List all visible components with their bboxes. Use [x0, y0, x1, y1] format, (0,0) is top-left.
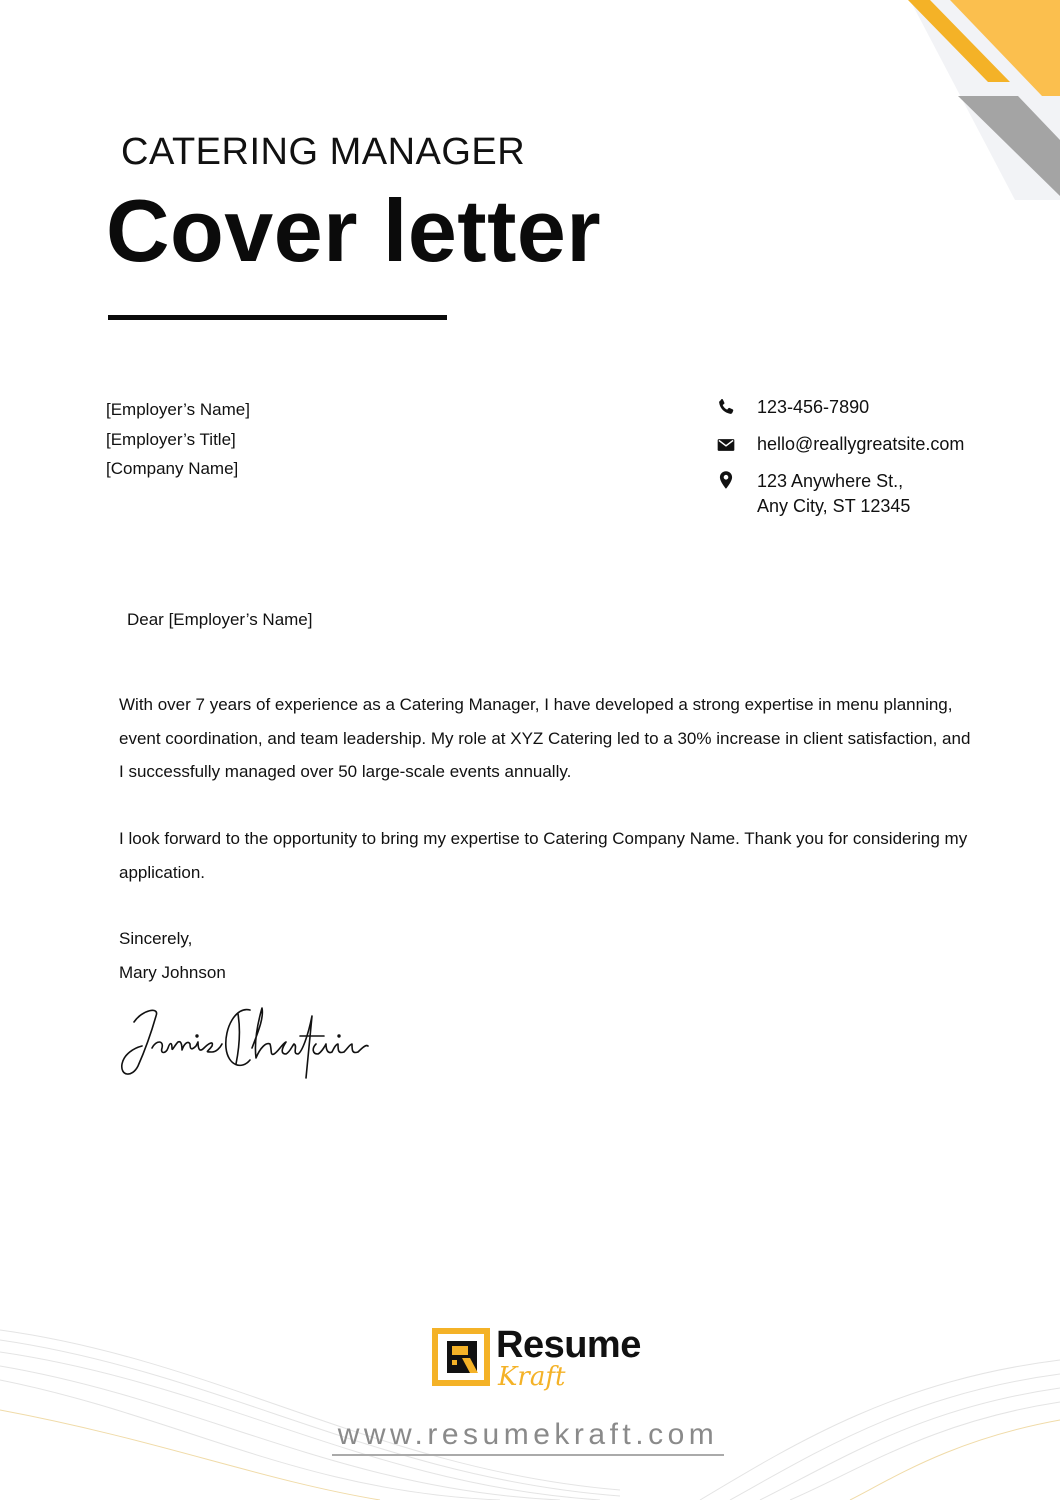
recipient-company: [Company Name] [106, 459, 239, 478]
brand-name: Resume [496, 1324, 641, 1366]
location-pin-icon [716, 470, 736, 490]
recipient-block [106, 395, 250, 484]
address-line-2: Any City, ST 12345 [757, 496, 911, 516]
page-title: Cover letter [106, 181, 602, 280]
letter-closing-block [119, 922, 226, 990]
email-text: hello@reallygreatsite.com [757, 434, 965, 454]
signature [112, 996, 382, 1086]
recipient-name: [Employer’s Name] [106, 400, 250, 419]
phone-icon [716, 397, 736, 417]
phone-text: 123-456-7890 [757, 397, 870, 417]
letter-body [119, 688, 979, 923]
mail-icon [716, 435, 736, 455]
address-line-1: 123 Anywhere St., [757, 471, 904, 491]
closing-text: Sincerely, [119, 929, 193, 948]
website-link[interactable]: www.resumekraft.com [337, 1418, 719, 1451]
letter-paragraph: With over 7 years of experience as a Catering Manager, I have developed a strong expertise in menu planning, event coordination, and team leadership. My role at XYZ Catering led to a 30% increase in client satisfaction, and I successfully managed over 50 large-scale events annually. [119, 695, 971, 781]
letter-paragraph: I look forward to the opportunity to bring my expertise to Catering Company Name. Thank you for considering my application. [119, 829, 968, 882]
website-underline [332, 1454, 724, 1456]
brand-logo [432, 1324, 662, 1394]
brand-subname: Kraft [498, 1362, 566, 1392]
sender-name: Mary Johnson [119, 963, 226, 982]
recipient-title: [Employer’s Title] [106, 429, 236, 449]
letter-greeting: Dear [Employer’s Name] [127, 610, 313, 629]
resumekraft-logo-icon [432, 1328, 490, 1386]
corner-decoration [760, 0, 1060, 200]
title-underline [108, 315, 447, 320]
job-title: CATERING MANAGER [121, 131, 526, 173]
